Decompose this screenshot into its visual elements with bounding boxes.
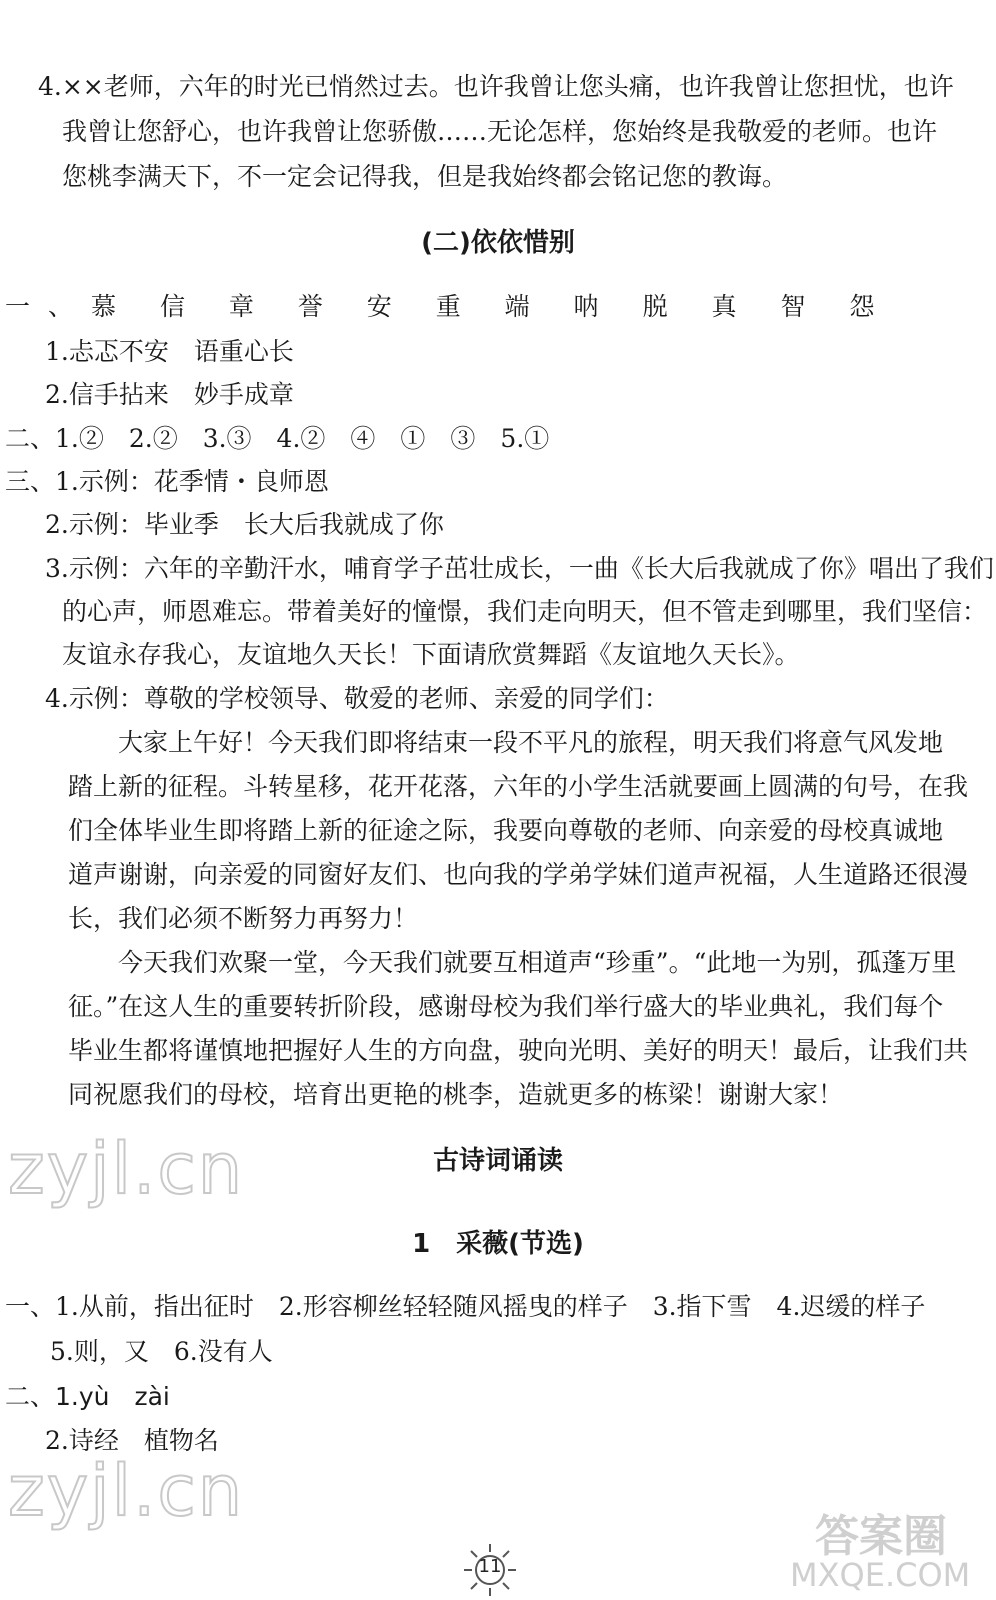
speech-line: 征。”在这人生的重要转折阶段，感谢母校为我们举行盛大的毕业典礼，我们每个 <box>68 992 944 1021</box>
answer-line: 2.示例：毕业季 长大后我就成了你 <box>45 510 444 539</box>
answer-line: 一、1.从前，指出征时 2.形容柳丝轻轻随风摇曳的样子 3.指下雪 4.迟缓的样子 <box>5 1292 926 1321</box>
speech-line: 今天我们欢聚一堂，今天我们就要互相道声“珍重”。“此地一为别，孤蓬万里 <box>118 948 957 977</box>
text-line: 您桃李满天下，不一定会记得我，但是我始终都会铭记您的教诲。 <box>62 162 788 191</box>
section-heading: 古诗词诵读 <box>432 1146 563 1176</box>
page-number-badge <box>460 1540 520 1600</box>
answer-line: 的心声，师恩难忘。带着美好的憧憬，我们走向明天，但不管走到哪里，我们坚信： <box>62 597 988 626</box>
answer-line: 5.则，又 6.没有人 <box>50 1337 273 1366</box>
lesson-title: 1 采薇(节选) <box>412 1229 584 1259</box>
speech-line: 长，我们必须不断努力再努力！ <box>68 904 419 933</box>
speech-line: 同祝愿我们的母校，培育出更艳的桃李，造就更多的栋梁！谢谢大家！ <box>68 1080 844 1109</box>
corner-watermark-url: MXQE.COM <box>790 1556 971 1594</box>
corner-watermark-logo: 答案圈 <box>815 1511 947 1562</box>
speech-line: 道声谢谢，向亲爱的同窗好友们、也向我的学弟学妹们道声祝福，人生道路还很漫 <box>68 860 969 889</box>
answer-line: 3.示例：六年的辛勤汗水，哺育学子茁壮成长，一曲《长大后我就成了你》唱出了我们 <box>45 554 994 583</box>
page-number: 11 <box>478 1556 502 1577</box>
speech-line: 踏上新的征程。斗转星移，花开花落，六年的小学生活就要画上圆满的句号，在我 <box>68 772 969 801</box>
section-heading: (二)依依惜别 <box>421 228 575 258</box>
answer-line: 二、1.② 2.② 3.③ 4.② ④ ① ③ 5.① <box>5 424 550 453</box>
speech-line: 毕业生都将谨慎地把握好人生的方向盘，驶向光明、美好的明天！最后，让我们共 <box>68 1036 969 1065</box>
site-watermark: zyjl.cn <box>8 1128 245 1210</box>
text-line: 4.××老师，六年的时光已悄然过去。也许我曾让您头痛，也许我曾让您担忧，也许 <box>38 72 954 101</box>
site-watermark: zyjl.cn <box>8 1450 245 1532</box>
text-line: 我曾让您舒心，也许我曾让您骄傲……无论怎样，您始终是我敬爱的老师。也许 <box>62 117 938 146</box>
answer-line: 二、1.yù zài <box>5 1382 170 1411</box>
answer-line: 1.忐忑不安 语重心长 <box>45 337 294 366</box>
answer-line: 三、1.示例：花季情・良师恩 <box>5 467 329 496</box>
answer-line: 4.示例：尊敬的学校领导、敬爱的老师、亲爱的同学们： <box>45 684 669 713</box>
answer-line: 友谊永存我心，友谊地久天长！下面请欣赏舞蹈《友谊地久天长》。 <box>62 640 800 669</box>
answer-line: 2.信手拈来 妙手成章 <box>45 380 294 409</box>
speech-line: 大家上午好！今天我们即将结束一段不平凡的旅程，明天我们将意气风发地 <box>118 728 944 757</box>
answer-line: 一、慕 信 章 誉 安 重 端 呐 脱 真 智 怨 <box>5 292 893 321</box>
answer-line: 2.诗经 植物名 <box>45 1426 219 1455</box>
speech-line: 们全体毕业生即将踏上新的征途之际，我要向尊敬的老师、向亲爱的母校真诚地 <box>68 816 944 845</box>
